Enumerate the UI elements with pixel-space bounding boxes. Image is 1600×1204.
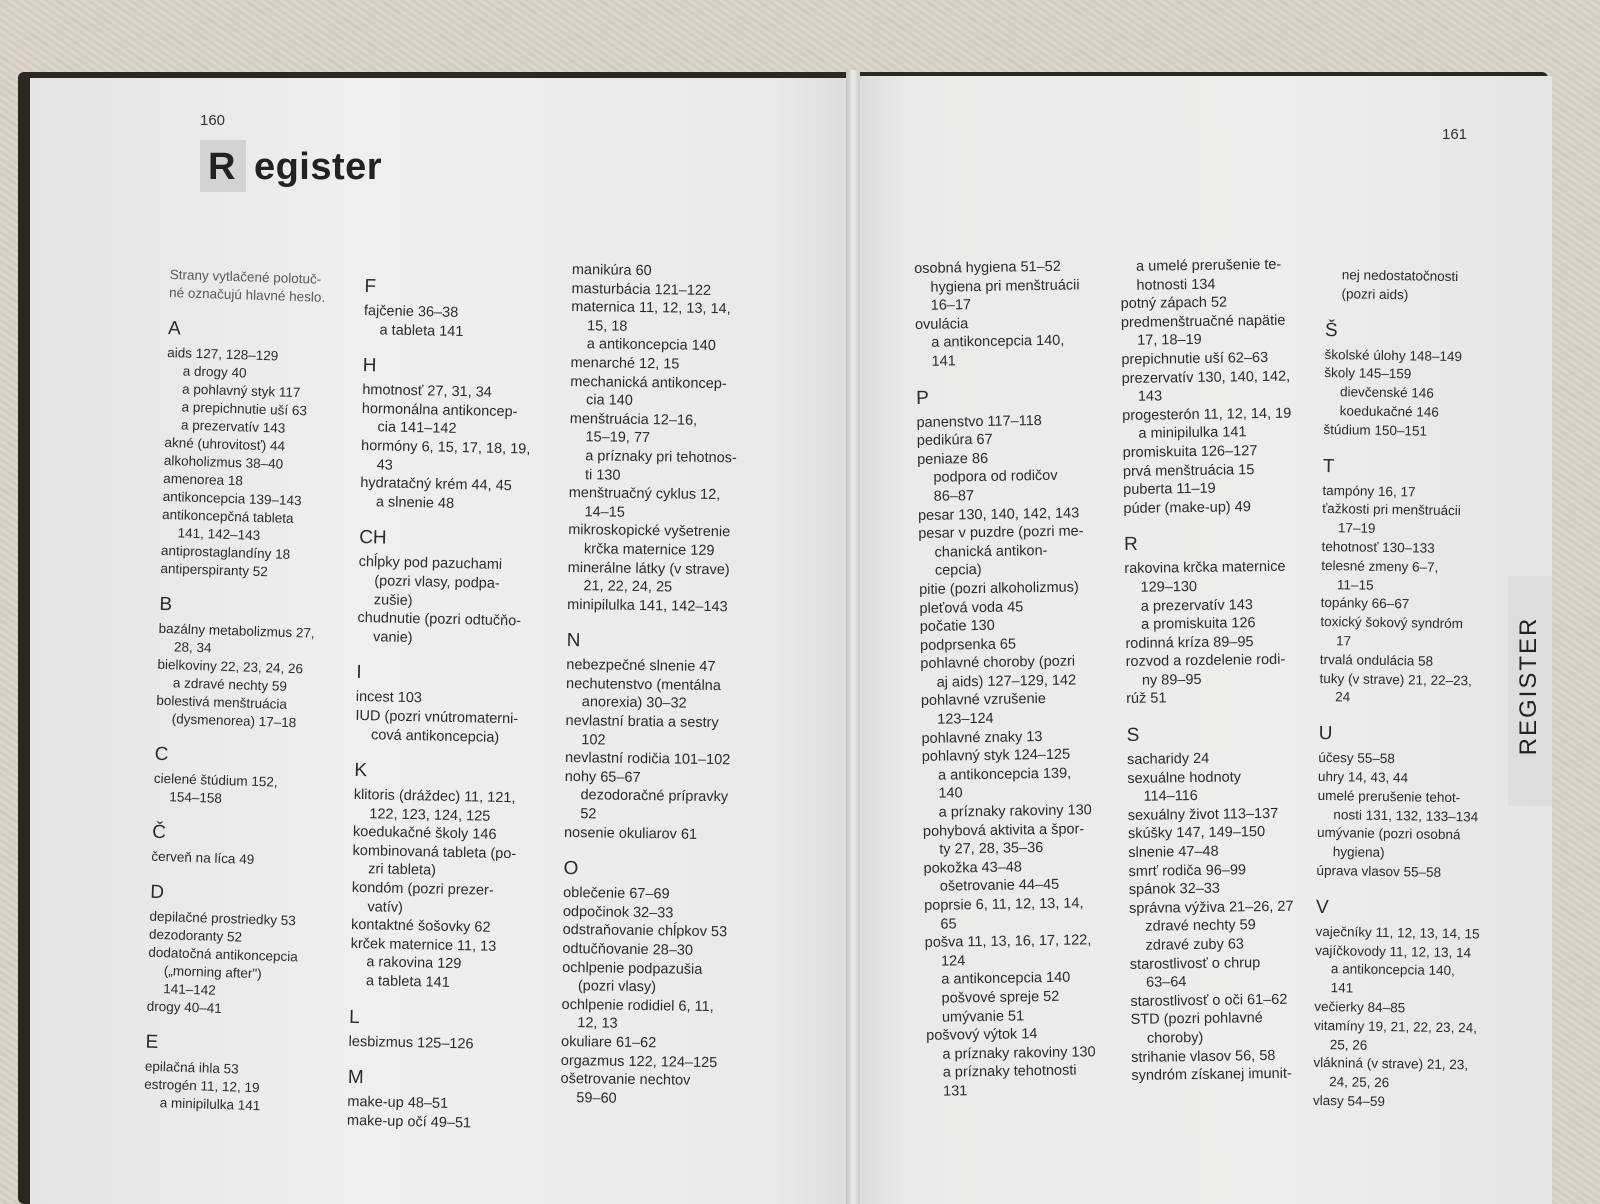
index-entry-line: podprsenka 65 [919, 636, 1017, 654]
index-entry-line: potný zápach 52 [1120, 294, 1228, 313]
index-entry-line: pošvové spreje 52 [941, 988, 1060, 1007]
index-letter-heading: CH [358, 527, 387, 549]
index-entry-line: dodatočná antikoncepcia [148, 944, 298, 965]
index-entry-line: a pohlavný styk 117 [181, 381, 301, 401]
index-letter-heading: D [149, 881, 165, 904]
index-entry-line: (dysmenorea) 17–18 [171, 711, 297, 731]
index-entry-line: a tableta 141 [379, 321, 464, 340]
index-entry-line: prezervatív 130, 140, 142, [1121, 368, 1291, 387]
index-entry-line: a umelé prerušenie te- [1136, 256, 1282, 275]
index-entry-line: akné (uhrovitosť) 44 [164, 434, 286, 454]
index-column-6 [1313, 266, 1490, 1113]
index-entry-line: podpora od rodičov [933, 468, 1058, 487]
index-entry-line: pohlavné vzrušenie [920, 691, 1046, 710]
index-entry-line: školy 145–159 [1324, 365, 1412, 382]
index-entry-line: aj aids) 127–129, 142 [936, 672, 1077, 691]
index-entry-line: vaječníky 11, 12, 13, 14, 15 [1315, 923, 1480, 942]
index-entry-line: 15, 18 [586, 317, 628, 335]
index-entry-line: 21, 22, 24, 25 [583, 578, 673, 596]
index-entry-line: a prepichnutie uší 63 [181, 399, 308, 419]
index-entry-line: tuky (v strave) 21, 22–23, [1319, 670, 1472, 688]
index-entry-line: odpočinok 32–33 [562, 903, 674, 922]
index-entry-line: oblečenie 67–69 [563, 885, 670, 903]
book-gutter [846, 70, 860, 1204]
side-tab-label: REGISTER [1515, 616, 1542, 756]
index-entry-line: a prezervatív 143 [1140, 596, 1254, 615]
index-entry-line: pohlavné choroby (pozri [920, 653, 1076, 673]
index-entry-line: osobná hygiena 51–52 [914, 258, 1061, 277]
index-letter-heading: K [354, 759, 368, 782]
index-letter-heading: V [1315, 896, 1329, 918]
index-entry-line: drogy 40–41 [146, 998, 223, 1016]
title-rest: egister [253, 146, 383, 188]
index-entry-line: nosenie okuliarov 61 [563, 824, 698, 843]
index-entry-line: 154–158 [169, 789, 223, 806]
index-entry-line: aids 127, 128–129 [167, 344, 279, 364]
index-entry-line: 12, 13 [577, 1015, 618, 1033]
index-entry-line: incest 103 [355, 689, 423, 707]
index-entry-line: pesar 130, 140, 142, 143 [917, 504, 1080, 524]
index-letter-heading: T [1322, 455, 1335, 477]
index-entry-line: STD (pozri pohlavné [1130, 1010, 1263, 1029]
index-entry-line: bolestivá menštruácia [156, 692, 288, 712]
index-entry-line: 129–130 [1140, 578, 1198, 596]
index-entry-line: estrogén 11, 12, 19 [144, 1076, 260, 1096]
index-entry-line: pesar v puzdre (pozri me- [918, 523, 1084, 543]
index-entry-line: ty 27, 28, 35–36 [939, 840, 1044, 858]
index-entry-line: a rakovina 129 [366, 954, 462, 973]
index-entry-line: 43 [376, 456, 394, 474]
index-entry-line: odstraňovanie chĺpkov 53 [562, 922, 728, 941]
index-entry-line: krčka maternice 129 [583, 541, 715, 559]
index-entry-line: a zdravé nechty 59 [172, 675, 288, 694]
index-entry-line: make-up očí 49–51 [346, 1112, 472, 1132]
index-entry-line: vlákniná (v strave) 21, 23, [1313, 1055, 1469, 1073]
index-entry-line: a prezervatív 143 [180, 417, 286, 436]
index-entry-line: 141 [931, 353, 956, 370]
index-entry-line: 102 [581, 731, 606, 749]
index-entry-line: a antikoncepcia 140, [931, 333, 1065, 352]
index-entry-line: strihanie vlasov 56, 58 [1131, 1047, 1276, 1066]
index-entry-line: spánok 32–33 [1128, 880, 1221, 899]
index-entry-line: 11–15 [1336, 576, 1374, 593]
index-entry-line: dezodoračné prípravky [580, 787, 729, 806]
index-entry-line: nohy 65–67 [564, 768, 641, 786]
index-entry-line: sexuálny život 113–137 [1127, 805, 1279, 824]
index-entry-line: antikoncepčná tableta [161, 506, 294, 526]
index-entry-line: tehotnosť 130–133 [1321, 538, 1435, 556]
index-entry-line: toxický šokový syndróm [1320, 614, 1464, 632]
index-letter-heading: R [1123, 534, 1138, 556]
index-entry-line: koedukačné školy 146 [352, 824, 497, 844]
index-entry-line: (pozri vlasy) [577, 978, 657, 996]
index-column-2 [347, 260, 534, 1134]
index-entry-line: 114–116 [1143, 788, 1198, 805]
index-entry-line: a antikoncepcia 140, [1330, 961, 1455, 979]
index-entry-line: nevlastní bratia a sestry [565, 713, 719, 732]
index-entry-line: syndróm získanej imunit- [1131, 1065, 1292, 1085]
index-entry-line: cová antikoncepcia) [370, 726, 500, 746]
index-entry-line: (pozri vlasy, podpa- [374, 573, 500, 592]
index-entry-line: sacharidy 24 [1126, 750, 1210, 769]
index-entry-line: poprsie 6, 11, 12, 13, 14, [924, 895, 1084, 914]
index-entry-line: a tableta 141 [365, 973, 450, 991]
index-entry-line: zdravé zuby 63 [1145, 936, 1245, 954]
index-entry-line: nevlastní rodičia 101–102 [564, 750, 731, 769]
index-entry-line: vatív) [367, 898, 404, 916]
index-entry-line: kontaktné šošovky 62 [350, 917, 491, 937]
index-entry-line: menarché 12, 15 [570, 354, 680, 373]
index-entry-line: 17, 18–19 [1137, 332, 1202, 350]
index-entry-line: chĺpky pod pazuchami [358, 554, 503, 574]
index-letter-heading: A [167, 317, 182, 340]
index-entry-line: 86–87 [933, 488, 975, 505]
index-entry-line: panenstvo 117–118 [916, 412, 1042, 431]
index-entry-line: IUD (pozri vnútromaterni- [355, 707, 519, 728]
index-entry-line: pohlavné znaky 13 [921, 728, 1043, 747]
index-entry-line: cia 141–142 [377, 419, 457, 438]
index-entry-line: amenorea 18 [163, 470, 244, 489]
index-entry-line: 15–19, 77 [585, 429, 651, 447]
index-entry-line: koedukačné 146 [1339, 403, 1439, 420]
index-entry-line: topánky 66–67 [1320, 595, 1410, 612]
index-letter-heading: E [145, 1031, 159, 1054]
index-entry-line: rakovina krčka maternice [1124, 559, 1286, 578]
index-entry-line: anorexia) 30–32 [581, 694, 687, 713]
index-entry-line: zri tableta) [368, 861, 437, 880]
index-entry-line: počatie 130 [919, 617, 995, 636]
index-entry-line: a antikoncepcia 139, [937, 765, 1072, 784]
index-entry-line: menštruačný cyklus 12, [568, 485, 721, 504]
index-entry-line: zdravé nechty 59 [1145, 917, 1256, 936]
index-entry-line: slnenie 47–48 [1128, 843, 1219, 861]
index-entry-line: cia 140 [585, 392, 633, 410]
index-entry-line: rúž 51 [1126, 690, 1167, 708]
index-entry-line: ošetrovanie 44–45 [939, 877, 1060, 896]
left-page [30, 78, 860, 1204]
index-entry-line: vitamíny 19, 21, 22, 23, 24, [1313, 1017, 1478, 1036]
index-entry-line: vanie) [372, 628, 413, 646]
right-page [852, 76, 1552, 1204]
index-entry-line: ny 89–95 [1141, 671, 1202, 689]
index-entry-line: a príznaky pri tehotnos- [585, 448, 737, 467]
index-entry-line: hotnosti 134 [1136, 276, 1216, 294]
index-letter-heading: N [566, 630, 581, 652]
index-entry-line: bazálny metabolizmus 27, [158, 620, 315, 641]
index-letter-heading: I [356, 662, 362, 684]
index-entry-line: školské úlohy 148–149 [1324, 346, 1463, 364]
index-entry-line: rodinná kríza 89–95 [1125, 633, 1254, 652]
index-entry-line: 141, 142–143 [177, 525, 261, 543]
index-entry-line: ošetrovanie nechtov [560, 1071, 691, 1089]
register-side-tab [1508, 576, 1552, 806]
index-entry-line: antikoncepcia 139–143 [162, 488, 302, 509]
index-entry-line: orgazmus 122, 124–125 [560, 1052, 718, 1071]
index-entry-line: hmotnosť 27, 31, 34 [362, 382, 493, 401]
index-entry-line: nechutenstvo (mentálna [565, 675, 721, 694]
index-entry-line: fajčenie 36–38 [363, 302, 459, 321]
index-entry-line: a slnenie 48 [375, 494, 455, 512]
index-entry-line: 25, 26 [1329, 1036, 1368, 1053]
index-entry-line: a príznaky rakoviny 130 [942, 1043, 1096, 1063]
index-entry-line: a príznaky tehotnosti [942, 1062, 1077, 1081]
index-entry-line: minerálne látky (v strave) [567, 559, 730, 578]
index-entry-line: antiperspiranty 52 [160, 560, 269, 580]
left-page-number: 160 [200, 112, 226, 129]
index-entry-line: antiprostaglandíny 18 [160, 542, 291, 562]
index-entry-line: 14–15 [584, 503, 625, 521]
index-entry-line: masturbácia 121–122 [571, 280, 712, 299]
index-entry-line: smrť rodiča 96–99 [1128, 861, 1247, 880]
index-entry-line: depilačné prostriedky 53 [149, 908, 297, 929]
index-entry-line: 59–60 [576, 1089, 617, 1107]
index-entry-line: (pozri aids) [1341, 286, 1409, 303]
index-entry-line: manikúra 60 [571, 261, 652, 280]
index-entry-line: Strany vytlačené polotuč- [169, 266, 322, 287]
index-entry-line: pedikúra 67 [916, 431, 993, 450]
index-entry-line: 24, 25, 26 [1329, 1074, 1390, 1091]
index-entry-line: sexuálne hodnoty [1127, 769, 1242, 787]
index-letter-heading: F [364, 275, 377, 298]
index-entry-line: účesy 55–58 [1318, 750, 1395, 767]
index-entry-line: pleťová voda 45 [919, 598, 1024, 617]
index-entry-line: pošva 11, 13, 16, 17, 122, [924, 932, 1092, 952]
index-entry-line: epilačná ihla 53 [144, 1058, 239, 1077]
page-title [200, 146, 382, 189]
index-entry-line: zušie) [373, 591, 413, 609]
index-entry-line: klitoris (dráždec) 11, 121, [353, 786, 516, 807]
index-entry-line: červeň na líca 49 [151, 848, 255, 867]
index-entry-line: ťažkosti pri menštruácii [1322, 501, 1461, 519]
index-entry-line: cepcia) [934, 562, 982, 580]
index-entry-line: bielkoviny 22, 23, 24, 26 [157, 656, 304, 677]
index-entry-line: 28, 34 [173, 639, 212, 656]
index-entry-line: 143 [1137, 388, 1163, 405]
index-column-3 [560, 261, 739, 1110]
index-entry-line: hygiena pri menštruácii [930, 276, 1080, 296]
index-entry-line: predmenštruačné napätie [1120, 312, 1286, 331]
index-entry-line: chanická antikon- [934, 542, 1048, 561]
index-entry-line: a antikoncepcia 140 [941, 970, 1071, 989]
index-entry-line: cielené štúdium 152, [153, 770, 278, 790]
index-entry-line: a drogy 40 [182, 363, 247, 381]
index-entry-line: a minipilulka 141 [1138, 424, 1247, 443]
index-entry-line: starostlivosť o chrup [1129, 954, 1261, 973]
index-entry-line: chudnutie (pozri odtučňo- [357, 610, 522, 630]
index-letter-heading: P [916, 387, 930, 409]
index-entry-line: starostlivosť o oči 61–62 [1130, 991, 1288, 1010]
index-entry-line: okuliare 61–62 [560, 1033, 657, 1052]
index-entry-line: alkoholizmus 38–40 [163, 452, 284, 472]
index-entry-line: 122, 123, 124, 125 [369, 805, 491, 825]
index-column-4 [914, 257, 1096, 1101]
index-entry-line: hydratačný krém 44, 45 [360, 475, 512, 495]
index-entry-line: hormóny 6, 15, 17, 18, 19, [360, 437, 531, 458]
index-letter-heading: C [154, 743, 169, 766]
index-entry-line: pohybová aktivita a špor- [922, 821, 1085, 840]
index-entry-line: 17 [1335, 633, 1352, 649]
index-entry-line: umelé prerušenie tehot- [1317, 787, 1461, 805]
index-entry-line: maternica 11, 12, 13, 14, [571, 299, 731, 318]
index-entry-line: 131 [942, 1083, 968, 1100]
index-letter-heading: S [1126, 724, 1140, 747]
index-entry-line: 123–124 [937, 710, 994, 728]
index-entry-line: a antikoncepcia 140 [586, 336, 716, 355]
index-entry-line: správna výživa 21–26, 27 [1128, 898, 1294, 917]
index-entry-line: skúšky 147, 149–150 [1127, 824, 1266, 843]
index-entry-line: hormonálna antikoncep- [361, 400, 518, 421]
index-entry-line: telesné zmeny 6–7, [1321, 557, 1439, 575]
index-letter-heading: H [362, 355, 377, 377]
index-entry-line: úprava vlasov 55–58 [1316, 862, 1442, 880]
index-entry-line: („morning after") [163, 963, 262, 982]
index-entry-line: ochlpenie rodidiel 6, 11, [561, 996, 714, 1015]
index-entry-line: nosti 131, 132, 133–134 [1333, 806, 1479, 824]
index-entry-line: 24 [1335, 689, 1351, 705]
index-entry-line: odtučňovanie 28–30 [562, 940, 694, 959]
index-entry-line: a promiskuita 126 [1141, 615, 1256, 633]
index-entry-line: né označujú hlavné heslo. [168, 284, 326, 305]
index-entry-line: ti 130 [584, 466, 621, 484]
index-letter-heading: U [1318, 723, 1333, 745]
index-entry-line: umývanie (pozri osobná [1316, 825, 1461, 843]
index-entry-line: 124 [940, 953, 966, 970]
index-entry-line: mikroskopické vyšetrenie [568, 522, 731, 541]
index-entry-line: 52 [580, 806, 597, 823]
index-entry-line: make-up 48–51 [347, 1094, 449, 1113]
index-column-5 [1120, 256, 1301, 1086]
index-entry-line: 63–64 [1146, 974, 1187, 991]
index-entry-line: 65 [940, 916, 957, 933]
index-entry-line: štúdium 150–151 [1323, 421, 1428, 439]
index-letter-heading: L [348, 1006, 360, 1028]
index-letter-heading: M [347, 1067, 364, 1089]
index-entry-line: 16–17 [930, 297, 972, 314]
index-entry-line: krček maternice 11, 13 [350, 935, 497, 955]
index-entry-line: nej nedostatočnosti [1341, 267, 1459, 285]
index-entry-line: pokožka 43–48 [923, 859, 1023, 877]
title-initial: R [200, 140, 246, 192]
index-entry-line: umývanie 51 [941, 1007, 1025, 1026]
index-entry-line: 17–19 [1337, 520, 1376, 536]
index-entry-line: minipilulka 141, 142–143 [567, 596, 728, 615]
index-entry-line: pošvový výtok 14 [926, 1026, 1038, 1045]
index-entry-line: trvalá ondulácia 58 [1319, 651, 1434, 669]
index-entry-line: kombinovaná tableta (po- [352, 842, 517, 863]
index-entry-line: progesterón 11, 12, 14, 19 [1122, 405, 1292, 424]
index-entry-line: prvá menštruácia 15 [1122, 461, 1255, 480]
index-entry-line: vlasy 54–59 [1312, 1092, 1386, 1109]
index-letter-heading: Š [1324, 319, 1338, 341]
index-entry-line: menštruácia 12–16, [569, 410, 698, 429]
index-entry-line: dezodoranty 52 [148, 926, 243, 945]
index-entry-line: ovulácia [914, 315, 969, 333]
index-entry-line: choroby) [1146, 1029, 1204, 1047]
index-entry-line: 140 [938, 785, 963, 803]
index-letter-heading: Č [151, 821, 167, 844]
index-letter-heading: B [159, 593, 173, 616]
index-entry-line: peniaze 86 [917, 450, 989, 468]
index-entry-line: a minipilulka 141 [159, 1095, 261, 1114]
index-entry-line: uhry 14, 43, 44 [1317, 768, 1409, 786]
index-entry-line: rozvod a rozdelenie rodi- [1125, 652, 1286, 671]
index-entry-line: tampóny 16, 17 [1322, 482, 1416, 500]
index-entry-line: kondóm (pozri prezer- [351, 879, 494, 899]
index-column-1 [143, 266, 326, 1116]
index-entry-line: hygiena) [1332, 844, 1385, 861]
index-entry-line: nebezpečné slnenie 47 [566, 657, 716, 676]
index-entry-line: ochlpenie podpazušia [562, 959, 703, 978]
index-entry-line: promiskuita 126–127 [1122, 443, 1258, 461]
index-entry-line: púder (make-up) 49 [1123, 498, 1251, 517]
index-entry-line: mechanická antikoncep- [570, 373, 727, 392]
index-entry-line: a príznaky rakoviny 130 [938, 802, 1092, 821]
index-entry-line: pohlavný styk 124–125 [921, 746, 1071, 766]
index-entry-line: pitie (pozri alkoholizmus) [919, 579, 1079, 598]
index-entry-line: 141 [1330, 980, 1354, 996]
index-letter-heading: O [563, 858, 579, 880]
index-entry-line: prepichnutie uší 62–63 [1121, 349, 1269, 368]
index-entry-line: dievčenské 146 [1339, 384, 1434, 401]
index-entry-line: vajíčkovody 11, 12, 13, 14 [1315, 942, 1472, 960]
index-entry-line: puberta 11–19 [1123, 480, 1216, 499]
index-entry-line: lesbizmus 125–126 [348, 1033, 474, 1053]
right-page-number: 161 [1442, 126, 1468, 143]
index-entry-line: 141–142 [163, 981, 217, 998]
index-entry-line: večierky 84–85 [1314, 998, 1406, 1016]
